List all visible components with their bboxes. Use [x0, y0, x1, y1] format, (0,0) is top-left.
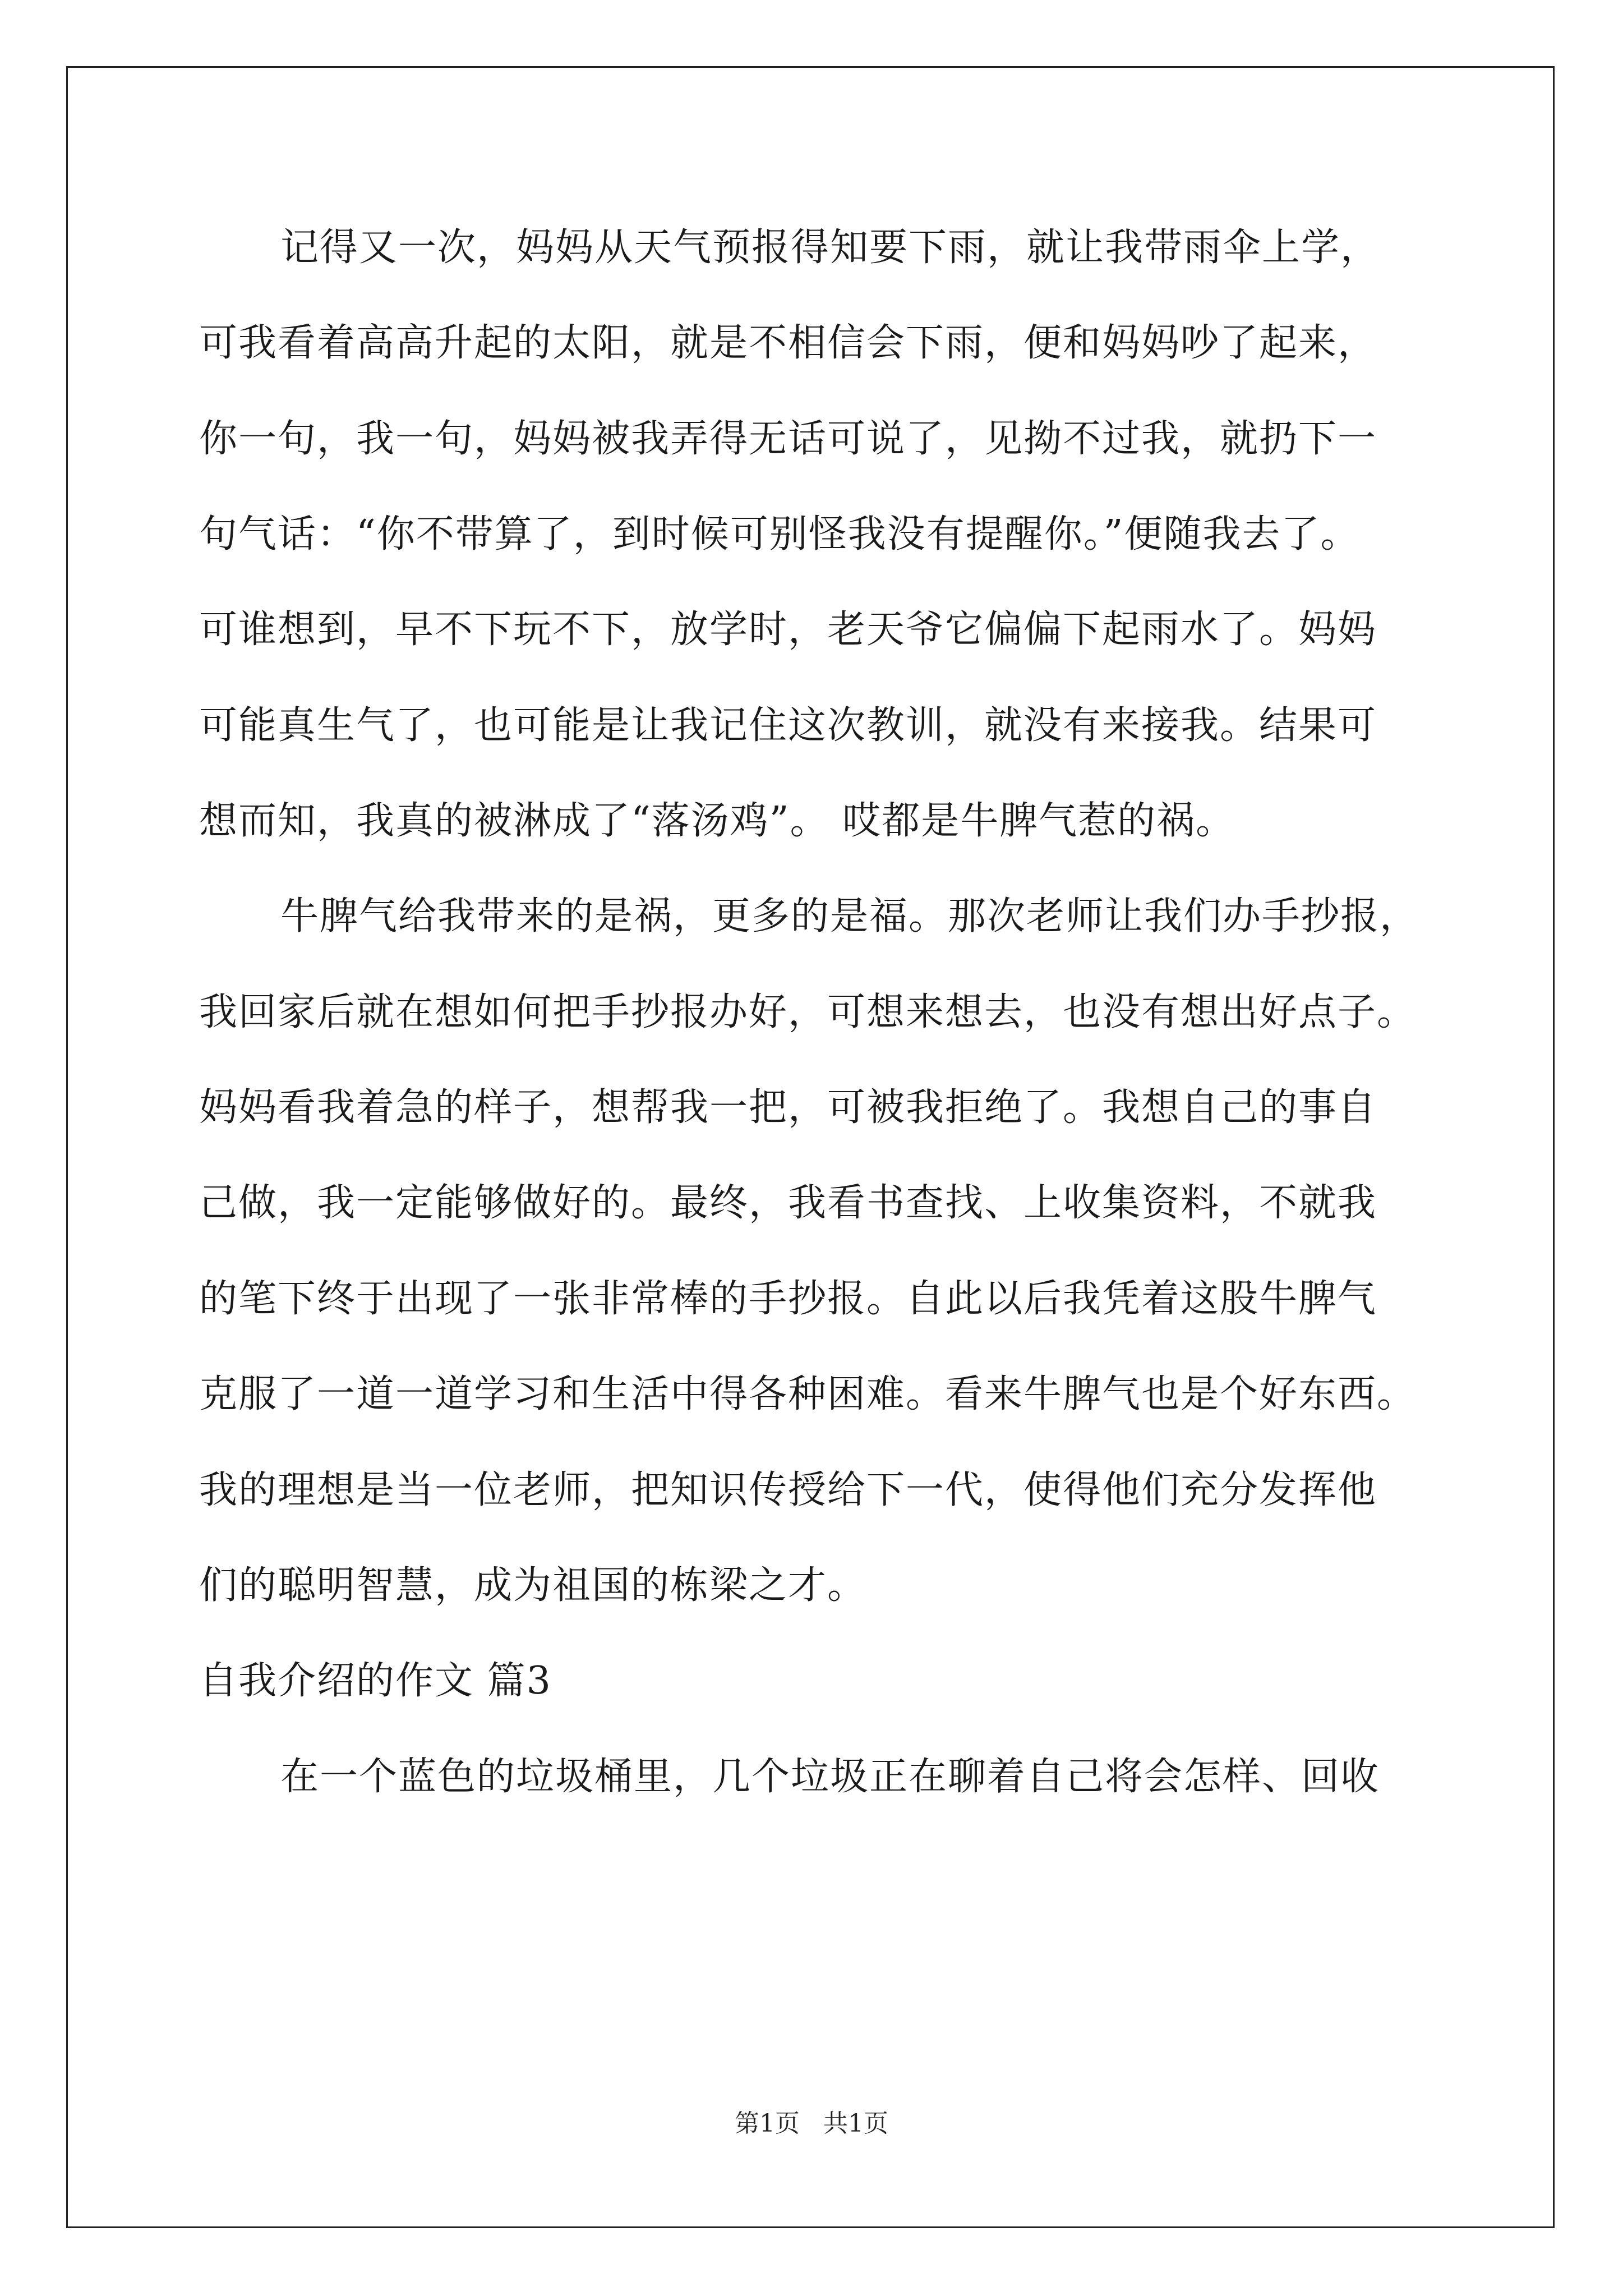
text-line: 在一个蓝色的垃圾桶里，几个垃圾正在聊着自己将会怎样、回收	[280, 1755, 1380, 1799]
text-line: 你一句，我一句，妈妈被我弄得无话可说了，见拗不过我，就扔下一	[199, 417, 1377, 461]
section-heading: 自我介绍的作文 篇3	[199, 1659, 552, 1703]
text-line: 己做，我一定能够做好的。最终，我看书查找、上收集资料，不就我	[199, 1181, 1377, 1225]
page-number: 第1页 共1页	[735, 2109, 888, 2138]
text-line: 可能真生气了，也可能是让我记住这次教训，就没有来接我。结果可	[199, 703, 1377, 748]
text-line: 的笔下终于出现了一张非常棒的手抄报。自此以后我凭着这股牛脾气	[199, 1277, 1377, 1321]
text-line: 可我看着高高升起的太阳，就是不相信会下雨，便和妈妈吵了起来，	[199, 321, 1377, 365]
page-border	[66, 66, 1555, 2228]
text-line: 牛脾气给我带来的是祸，更多的是福。那次老师让我们办手抄报，	[280, 894, 1419, 938]
text-line: 我回家后就在想如何把手抄报办好，可想来想去，也没有想出好点子。	[199, 990, 1417, 1034]
text-line: 我的理想是当一位老师，把知识传授给下一代，使得他们充分发挥他	[199, 1468, 1377, 1512]
text-line: 克服了一道一道学习和生活中得各种困难。看来牛脾气也是个好东西。	[199, 1372, 1417, 1416]
text-line: 可谁想到，早不下玩不下，放学时，老天爷它偏偏下起雨水了。妈妈	[199, 608, 1377, 652]
text-line: 们的聪明智慧，成为祖国的栋梁之才。	[199, 1563, 867, 1608]
text-line: 句气话：“你不带算了，到时候可别怪我没有提醒你。”便随我去了。	[199, 512, 1360, 556]
text-line: 妈妈看我着急的样子，想帮我一把，可被我拒绝了。我想自己的事自	[199, 1085, 1377, 1130]
text-line: 记得又一次，妈妈从天气预报得知要下雨，就让我带雨伞上学，	[280, 226, 1380, 270]
text-line: 想而知，我真的被淋成了“落汤鸡”。 哎都是牛脾气惹的祸。	[199, 799, 1235, 843]
